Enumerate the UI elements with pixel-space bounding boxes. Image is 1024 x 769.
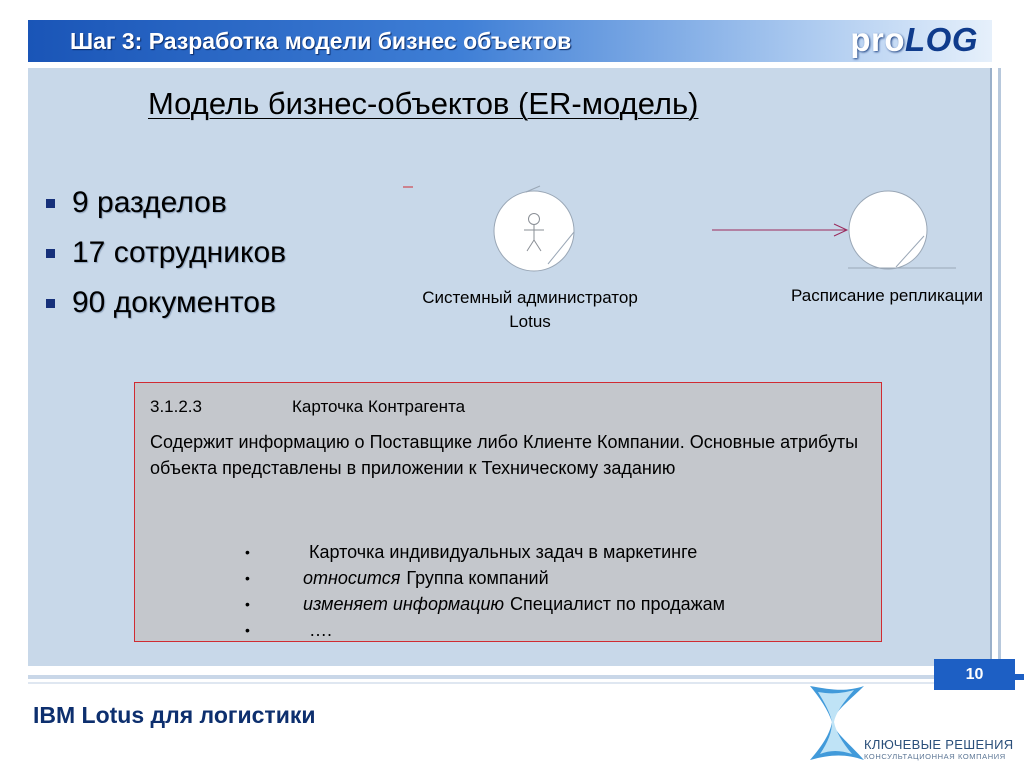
actor-caption: Системный администратор Lotus (422, 288, 638, 331)
footer-rule (28, 675, 992, 679)
card-heading (150, 397, 465, 417)
page-badge-tail (1015, 674, 1024, 680)
list-item: • Карточка индивидуальных задач в маркетинге (245, 542, 698, 562)
counterparty-card (134, 382, 882, 642)
page-number-badge: 10 (934, 659, 1015, 690)
content-panel (28, 68, 992, 666)
slide-title: Шаг 3: Разработка модели бизнес объектов (70, 28, 572, 54)
hourglass-logo-icon (806, 682, 866, 764)
list-item: • изменяет информацию Специалист по продажам (245, 594, 726, 614)
company-name: КЛЮЧЕВЫЕ РЕШЕНИЯ (864, 737, 1014, 752)
main-heading: Модель бизнес-объектов (ER-модель) (148, 86, 699, 121)
relation-arrow (712, 224, 847, 236)
prolog-logo: proLOG (850, 21, 978, 58)
card-attributes-list (245, 539, 725, 643)
list-item: • относится Группа компаний (245, 568, 549, 588)
right-rule (998, 68, 1001, 668)
footer-title: IBM Lotus для логистики (33, 702, 316, 728)
card-title: Карточка Контрагента (292, 397, 466, 416)
list-item: 17 сотрудников (46, 228, 286, 278)
list-item: 9 разделов (46, 178, 286, 228)
company-subtitle: КОНСУЛЬТАЦИОННАЯ КОМПАНИЯ (864, 752, 1006, 761)
card-number: 3.1.2.3 (150, 397, 202, 416)
schedule-caption: Расписание репликации (791, 286, 983, 305)
list-item: • …. (245, 620, 333, 640)
company-logo (806, 682, 1014, 764)
header-bar (28, 20, 992, 62)
schedule-node (848, 191, 956, 269)
card-description: Содержит информацию о Поставщике либо Клиенте Компании. Основные атрибуты объекта представлены в приложении к Техническому заданию (150, 432, 859, 478)
actor-node (494, 186, 574, 271)
list-item: 90 документов (46, 278, 286, 328)
